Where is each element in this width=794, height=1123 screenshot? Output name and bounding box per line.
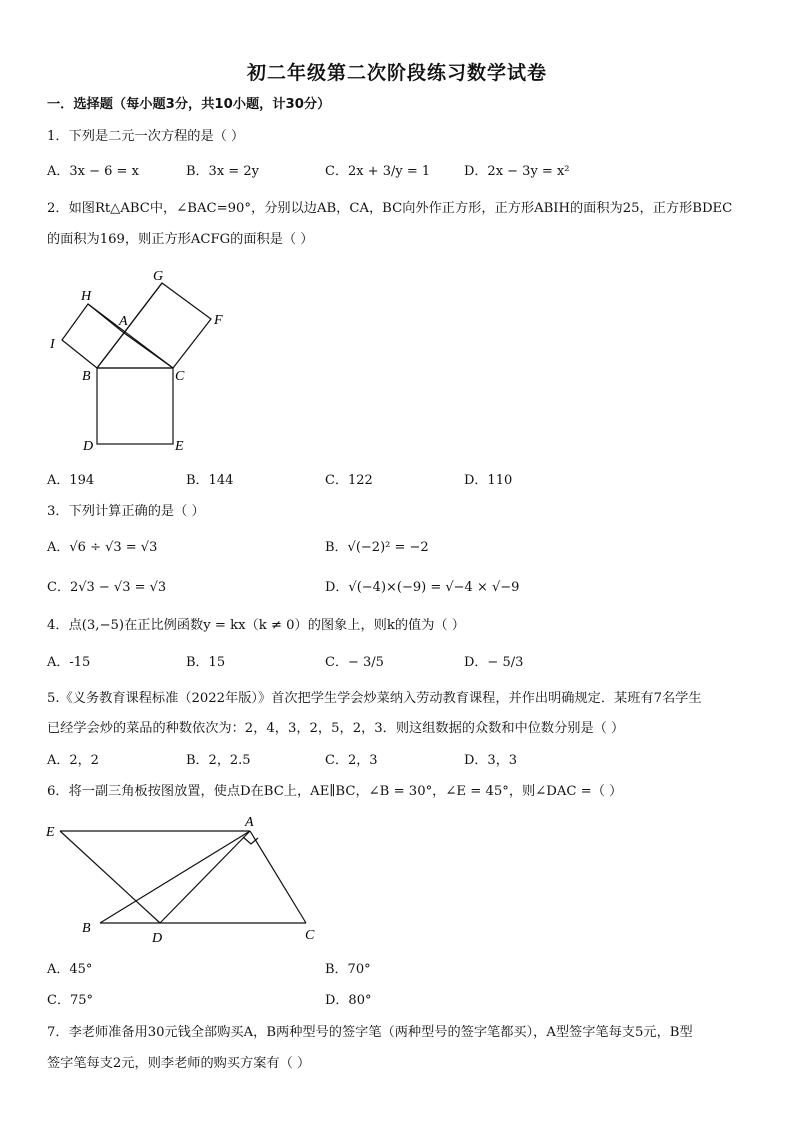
square-abih: [62, 304, 124, 368]
q5-option-d: D．3，3: [464, 753, 517, 768]
label-h: H: [81, 289, 92, 304]
q4-option-a: A．-15: [47, 655, 91, 670]
q1-option-c: C．2x + 3/y = 1: [325, 164, 431, 179]
q3-option-d: D．√(−4)×(−9) = √−4 × √−9: [325, 580, 520, 595]
q3-option-a: A．√6 ÷ √3 = √3: [47, 540, 158, 555]
label-d: D: [83, 439, 94, 454]
label-b: B: [82, 369, 91, 384]
question-5-stem-line1: 5.《义务教育课程标准（2022年版）》首次把学生学会炒菜纳入劳动教育课程，并作出明确规定．某班有7名学生: [47, 691, 702, 706]
q2-option-d: D．110: [464, 473, 513, 488]
q1-option-d: D．2x − 3y = x²: [464, 164, 570, 179]
label-d: D: [152, 931, 163, 946]
q3-option-c: C．2√3 − √3 = √3: [47, 580, 167, 595]
question-7-stem-line1: 7．李老师准备用30元钱全部购买A，B两种型号的签字笔（两种型号的签字笔都买），A型签字笔每支5元，B型: [47, 1025, 693, 1040]
q2-option-c: C．122: [325, 473, 373, 488]
square-bdec: [97, 368, 173, 444]
question-7-stem-line2: 签字笔每支2元，则李老师的购买方案有（ ）: [47, 1056, 311, 1071]
question-5-stem-line2: 已经学会炒的菜品的种数依次为：2，4，3，2，5，2，3．则这组数据的众数和中位数分别是（ ）: [47, 721, 625, 736]
label-a: A: [119, 314, 128, 329]
label-c: C: [175, 369, 185, 384]
q4-option-d: D．− 5/3: [464, 655, 524, 670]
q1-option-a: A．3x − 6 = x: [47, 164, 139, 179]
section-heading: 一．选择题（每小题3分，共10小题，计30分）: [47, 97, 331, 112]
q6-option-b: B．70°: [325, 962, 371, 977]
q6-triangles-figure: [40, 812, 330, 947]
question-4-stem: 4．点(3,−5)在正比例函数y = kx（k ≠ 0）的图象上，则k的值为（ ）: [47, 618, 465, 633]
question-3-stem: 3．下列计算正确的是（ ）: [47, 504, 205, 519]
q5-option-c: C．2，3: [325, 753, 378, 768]
q5-option-b: B．2，2.5: [186, 753, 251, 768]
q2-option-b: B．144: [186, 473, 234, 488]
q6-option-c: C．75°: [47, 993, 93, 1008]
q1-option-b: B．3x = 2y: [186, 164, 259, 179]
q6-option-d: D．80°: [325, 993, 372, 1008]
q6-option-a: A．45°: [47, 962, 93, 977]
label-b: B: [82, 921, 91, 936]
page-title: 初二年级第二次阶段练习数学试卷: [246, 62, 547, 84]
q5-option-a: A．2，2: [47, 753, 99, 768]
label-i: I: [50, 337, 55, 352]
label-c: C: [305, 928, 315, 943]
label-a: A: [245, 815, 254, 830]
label-f: F: [214, 313, 223, 328]
question-2-stem-line2: 的面积为169，则正方形ACFG的面积是（ ）: [47, 232, 314, 247]
question-6-stem: 6．将一副三角板按图放置，使点D在BC上，AE∥BC，∠B = 30°，∠E = 45°，则∠DAC =（ ）: [47, 784, 623, 799]
label-e: E: [175, 439, 184, 454]
q2-squares-figure: [40, 262, 240, 462]
question-2-stem-line1: 2．如图Rt△ABC中，∠BAC=90°，分别以边AB，CA，BC向外作正方形，正方形ABIH的面积为25，正方形BDEC: [47, 201, 733, 216]
q4-option-c: C．− 3/5: [325, 655, 384, 670]
question-1-stem: 1．下列是二元一次方程的是（ ）: [47, 129, 245, 144]
label-e: E: [46, 825, 55, 840]
q4-option-b: B．15: [186, 655, 226, 670]
q3-option-b: B．√(−2)² = −2: [325, 540, 429, 555]
square-acfg: [124, 283, 211, 368]
label-g: G: [153, 269, 164, 284]
q2-option-a: A．194: [47, 473, 95, 488]
